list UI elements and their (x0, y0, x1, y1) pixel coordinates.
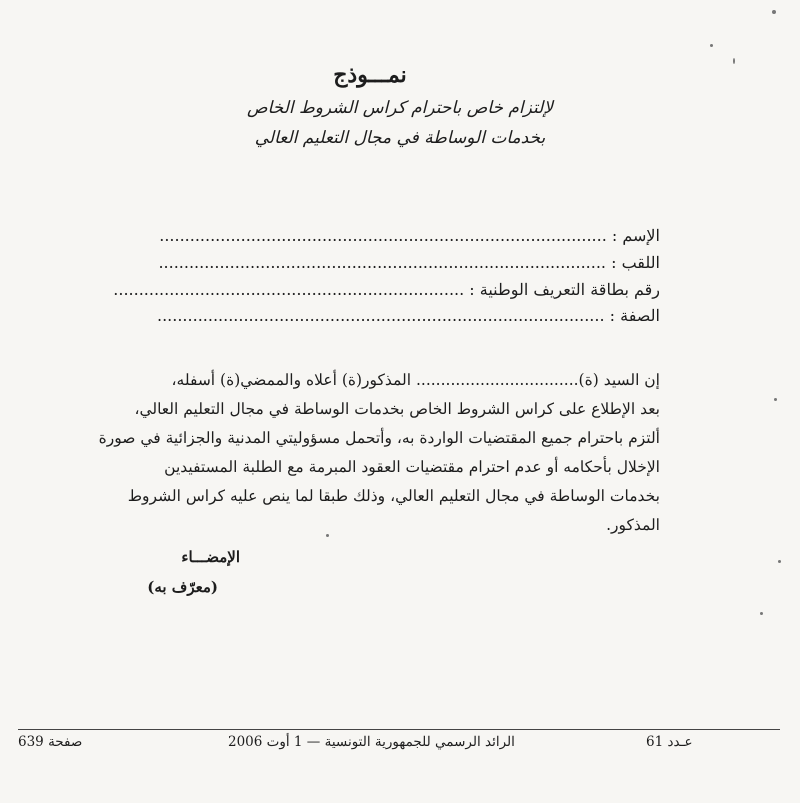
scan-speck (778, 560, 781, 563)
document-subtitle-line2: بخدمات الوساطة في مجال التعليم العالي (254, 128, 546, 148)
form-field-name (159, 226, 660, 245)
form-field-blank: ........................................................................................ (158, 253, 606, 272)
document-subtitle-line1: لإلتزام خاص باحترام كراس الشروط الخاص (246, 98, 553, 118)
form-field-surname (158, 253, 660, 272)
declaration-line: الإخلال بأحكامه أو عدم احترام مقتضيات العقود المبرمة مع الطلبة المستفيدين (164, 458, 660, 476)
declaration-line: بخدمات الوساطة في مجال التعليم العالي، وذلك طبقا لما ينص عليه كراس الشروط (127, 487, 660, 505)
form-field-blank: ..................................................................... (113, 280, 465, 299)
declaration-paragraph (80, 366, 660, 540)
footer-divider (18, 729, 780, 730)
signature-certified-note: (معرّف به) (147, 578, 218, 596)
declaration-line: بعد الإطلاع على كراس الشروط الخاص بخدمات الوساطة في مجال التعليم العالي، (134, 400, 660, 418)
form-field-label: الصفة : (609, 306, 660, 325)
scan-speck (326, 534, 329, 537)
scan-speck (733, 58, 735, 64)
form-field-blank: ........................................................................................ (157, 306, 605, 325)
scan-speck (772, 10, 776, 14)
scan-speck (760, 612, 763, 615)
footer-page-number: صفحة 639 (18, 734, 83, 750)
declaration-line: إن السيد (ة)................................. المذكور(ة) أعلاه والممضي(ة) أسفله، (171, 371, 660, 389)
form-field-label: رقم بطاقة التعريف الوطنية : (469, 280, 660, 299)
footer-gazette-title: الرائد الرسمي للجمهورية التونسية — 1 أوت 2006 (228, 734, 515, 750)
footer-issue-number: عـدد 61 (646, 734, 693, 750)
declaration-line: المذكور. (606, 516, 660, 534)
scan-speck (710, 44, 713, 47)
form-field-blank: ........................................................................................ (159, 226, 607, 245)
form-field-capacity (157, 306, 660, 325)
document-title: نمـــوذج (333, 62, 407, 88)
form-field-id-card (113, 280, 660, 299)
form-field-label: اللقب : (611, 253, 660, 272)
form-field-label: الإسم : (611, 226, 660, 245)
declaration-line: ألتزم باحترام جميع المقتضيات الواردة به، وأتحمل مسؤوليتي المدنية والجزائية في صورة (98, 429, 660, 447)
signature-label: الإمضـــاء (181, 548, 240, 566)
scan-speck (774, 398, 777, 401)
